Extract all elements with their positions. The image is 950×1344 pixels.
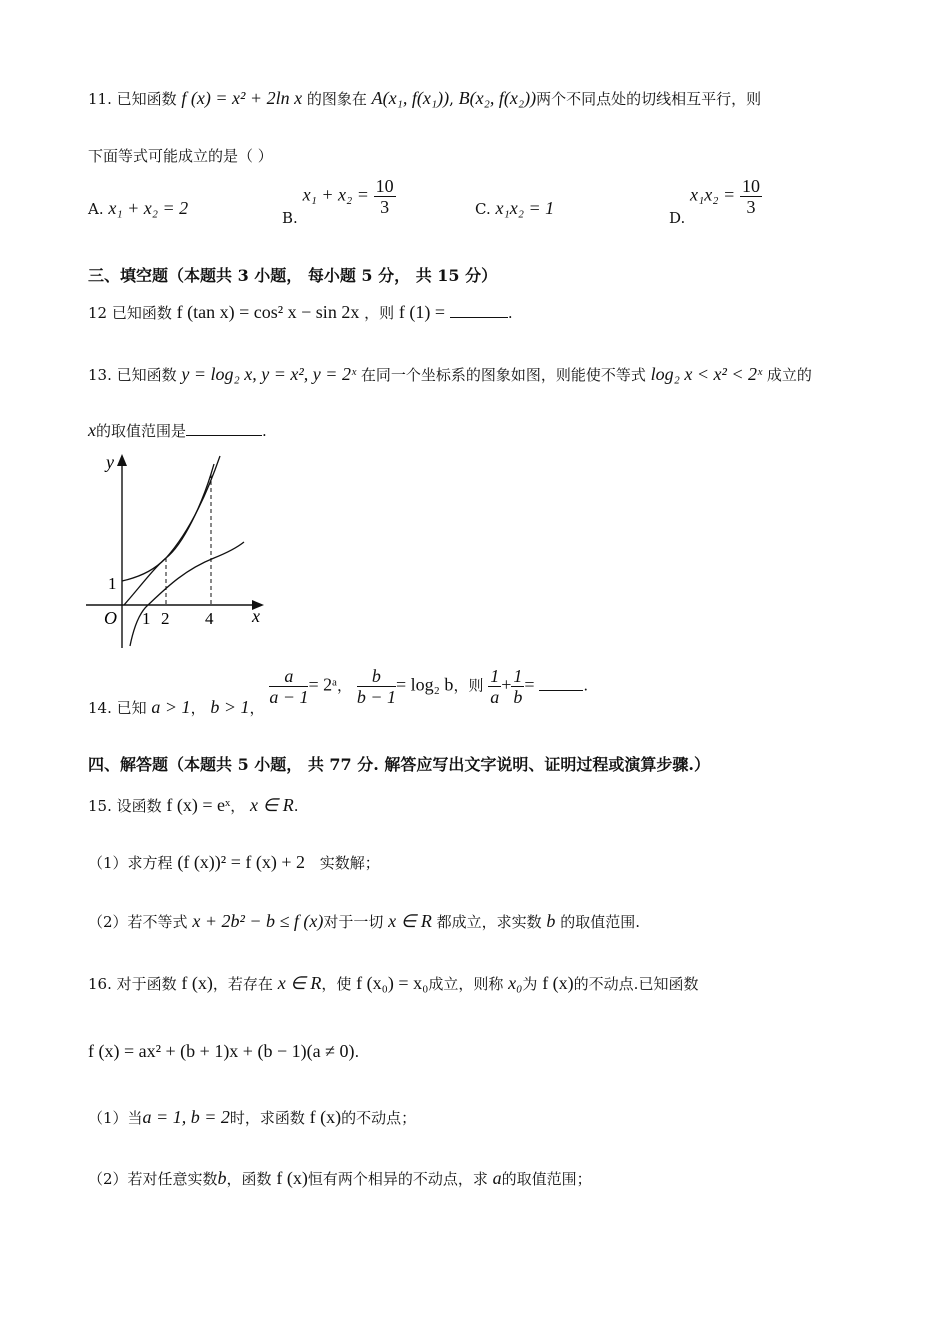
q16-p1-f: f (x) bbox=[309, 1107, 342, 1127]
q13-answer-blank bbox=[186, 435, 262, 436]
q14-line bbox=[88, 666, 589, 717]
comma: ， bbox=[230, 797, 246, 815]
q16-text-5: 的不动点.已知函数 bbox=[573, 975, 699, 993]
q16-p1-tail: 的不动点； bbox=[341, 1109, 417, 1127]
curve-x-squared bbox=[124, 464, 214, 605]
x-tick-1: 1 bbox=[142, 609, 151, 628]
option-expr: x₁ + x₂ = bbox=[302, 184, 369, 205]
option-expr: x₁x₂ = bbox=[690, 184, 736, 205]
x-axis-label: x bbox=[252, 606, 260, 626]
q15-number: 15. 设函数 bbox=[88, 797, 162, 815]
q16-part1 bbox=[88, 1107, 416, 1128]
q13-functions: y = log₂ x, y = x², y = 2ˣ bbox=[181, 364, 357, 384]
q11-point-b: B(x₂, f(x₂)) bbox=[458, 88, 537, 108]
q11-text: 的图象在 bbox=[306, 90, 367, 108]
q11-option-a bbox=[88, 198, 188, 219]
q16-p1-cond: a = 1, b = 2 bbox=[142, 1107, 230, 1127]
x-tick-2: 2 bbox=[161, 609, 170, 628]
q15-function: f (x) = eˣ bbox=[166, 795, 231, 815]
q14-fraction-2 bbox=[357, 666, 396, 707]
q15-domain: x ∈ R bbox=[250, 795, 294, 815]
frac-den: b − 1 bbox=[356, 687, 396, 707]
q11-option-d bbox=[669, 176, 762, 227]
y-axis-arrow bbox=[117, 454, 127, 466]
q16-p2-mid: ，函数 bbox=[226, 1170, 272, 1188]
q11-line1 bbox=[88, 88, 761, 109]
q15-p1-label: （1）求方程 bbox=[88, 854, 173, 872]
q13-text: 在同一个坐标系的图象如图，则能使不等式 bbox=[360, 366, 646, 384]
q11-tail: 两个不同点处的切线相互平行，则 bbox=[536, 90, 762, 108]
q14-fraction-3 bbox=[488, 666, 501, 707]
q16-number: 16. 对于函数 bbox=[88, 975, 177, 993]
option-expr: x₁ + x₂ = 2 bbox=[108, 198, 189, 218]
q16-p2-b: b bbox=[217, 1168, 227, 1188]
q14-then: ，则 bbox=[453, 676, 484, 695]
frac-den: a bbox=[490, 687, 500, 707]
section-3-heading: 三、填空题（本题共 3 小题， 每小题 5 分， 共 15 分） bbox=[88, 266, 498, 285]
frac-num: 10 bbox=[741, 176, 760, 196]
q16-p1-label: （1）当 bbox=[88, 1109, 143, 1127]
q15-end: . bbox=[293, 797, 299, 815]
q15-p2-end: 的取值范围. bbox=[560, 913, 640, 931]
equals: = bbox=[524, 674, 535, 695]
q16-f: f (x) bbox=[181, 973, 213, 993]
q16-p2-f: f (x) bbox=[276, 1168, 308, 1188]
q11-option-c bbox=[475, 198, 554, 219]
comma: ， bbox=[337, 676, 353, 695]
frac-num: 10 bbox=[375, 176, 394, 196]
q16-text-4: 为 bbox=[522, 975, 538, 993]
q11-separator: , bbox=[449, 90, 454, 108]
q12-answer-blank bbox=[450, 317, 508, 318]
y-tick-1: 1 bbox=[108, 574, 117, 593]
option-label: A. bbox=[88, 200, 104, 218]
option-label: C. bbox=[475, 200, 491, 218]
q13-number: 13. 已知函数 bbox=[88, 366, 177, 384]
q15-p2-mid: 对于一切 bbox=[323, 913, 384, 931]
frac-num: 1 bbox=[490, 666, 500, 686]
option-label: B. bbox=[282, 208, 298, 227]
q16-function-end: . bbox=[354, 1043, 360, 1061]
q16-p2-a: a bbox=[492, 1168, 502, 1188]
q13-tail: 成立的 bbox=[766, 366, 812, 384]
q13-var: x bbox=[88, 420, 96, 440]
q11-number: 11. 已知函数 bbox=[88, 90, 177, 108]
q14-cond-b: b > 1 bbox=[210, 696, 250, 717]
q16-line2 bbox=[88, 1041, 359, 1062]
q12-expression: f (tan x) = cos² x − sin 2x bbox=[176, 302, 360, 322]
q15-p2-label: （2）若不等式 bbox=[88, 913, 188, 931]
q16-p2-mid-2: 恒有两个相异的不动点，求 bbox=[307, 1170, 488, 1188]
q15-p2-expr: x + 2b² − b ≤ f (x) bbox=[192, 911, 324, 931]
curve-log2-x bbox=[130, 542, 244, 646]
q14-answer-blank bbox=[539, 690, 583, 691]
q13-inequality: log₂ x < x² < 2ˣ bbox=[650, 364, 763, 384]
q16-f-2: f (x) bbox=[542, 973, 574, 993]
frac-num: b bbox=[357, 666, 396, 687]
q16-p2-label: （2）若对任意实数 bbox=[88, 1170, 218, 1188]
option-expr: x₁x₂ = 1 bbox=[495, 198, 555, 218]
frac-num: a bbox=[269, 666, 308, 687]
frac-den: 3 bbox=[380, 197, 390, 217]
q13-end: . bbox=[262, 422, 267, 440]
q12-line bbox=[88, 302, 513, 323]
comma: ， bbox=[190, 698, 206, 717]
q11-line2: 下面等式可能成立的是（ ） bbox=[88, 147, 273, 165]
origin-label: O bbox=[104, 608, 117, 628]
frac-den: b bbox=[513, 687, 523, 707]
q13-line2 bbox=[88, 420, 267, 441]
q15-part2 bbox=[88, 911, 640, 932]
q11-point-a: A(x₁, f(x₁)) bbox=[371, 88, 450, 108]
q16-line1 bbox=[88, 973, 698, 994]
q15-part1 bbox=[88, 852, 380, 873]
q11-function: f (x) = x² + 2ln x bbox=[181, 88, 303, 108]
q14-fraction-1 bbox=[269, 666, 308, 707]
q14-number: 14. 已知 bbox=[88, 698, 147, 717]
q15-p2-tail: 都成立，求实数 bbox=[436, 913, 542, 931]
frac-den: 3 bbox=[746, 197, 756, 217]
q15-p1-tail: 实数解； bbox=[319, 854, 380, 872]
q16-p2-tail: 的取值范围； bbox=[501, 1170, 592, 1188]
q16-fixed-eq: f (x₀) = x₀ bbox=[356, 973, 429, 993]
q16-function: f (x) = ax² + (b + 1)x + (b − 1)(a ≠ 0) bbox=[88, 1041, 355, 1061]
q16-text-2: ，使 bbox=[321, 975, 352, 993]
q15-p2-var: b bbox=[546, 911, 556, 931]
y-axis-label: y bbox=[106, 452, 114, 472]
q16-p1-mid: 时，求函数 bbox=[229, 1109, 305, 1127]
q16-text-3: 成立，则称 bbox=[428, 975, 504, 993]
frac-den: a − 1 bbox=[269, 687, 309, 707]
q14-fraction-4 bbox=[511, 666, 524, 707]
comma: ， bbox=[249, 698, 265, 717]
q13-line1 bbox=[88, 364, 812, 385]
q11-option-d-fraction bbox=[740, 176, 762, 217]
x-tick-4: 4 bbox=[205, 609, 214, 628]
q14-eq-2: = log₂ b bbox=[396, 674, 454, 695]
q11-option-b bbox=[282, 176, 396, 227]
q15-line1 bbox=[88, 795, 298, 816]
frac-num: 1 bbox=[513, 666, 523, 686]
option-label: D. bbox=[669, 208, 686, 227]
q12-expression-2: f (1) = bbox=[398, 302, 446, 322]
q16-x0: x₀ bbox=[508, 973, 523, 993]
q12-end: . bbox=[507, 304, 513, 322]
q12-number: 12 已知函数 bbox=[88, 304, 172, 322]
q15-p2-domain: x ∈ R bbox=[388, 911, 432, 931]
q16-part2 bbox=[88, 1168, 592, 1189]
plus: + bbox=[501, 674, 512, 695]
q16-text-1: ，若存在 bbox=[212, 975, 273, 993]
section-4-heading: 四、解答题（本题共 5 小题， 共 77 分. 解答应写出文字说明、证明过程或演算步骤.） bbox=[88, 755, 710, 774]
q13-text-2: 的取值范围是 bbox=[96, 422, 187, 440]
q15-p1-expr: (f (x))² = f (x) + 2 bbox=[177, 852, 305, 872]
q14-cond-a: a > 1 bbox=[151, 696, 191, 717]
q16-domain: x ∈ R bbox=[277, 973, 322, 993]
q13-graph bbox=[84, 448, 274, 653]
q14-eq-1: = 2ᵃ bbox=[308, 674, 338, 695]
q12-text: ，则 bbox=[364, 304, 395, 322]
q11-option-b-fraction bbox=[374, 176, 396, 217]
q14-end: . bbox=[583, 676, 589, 695]
